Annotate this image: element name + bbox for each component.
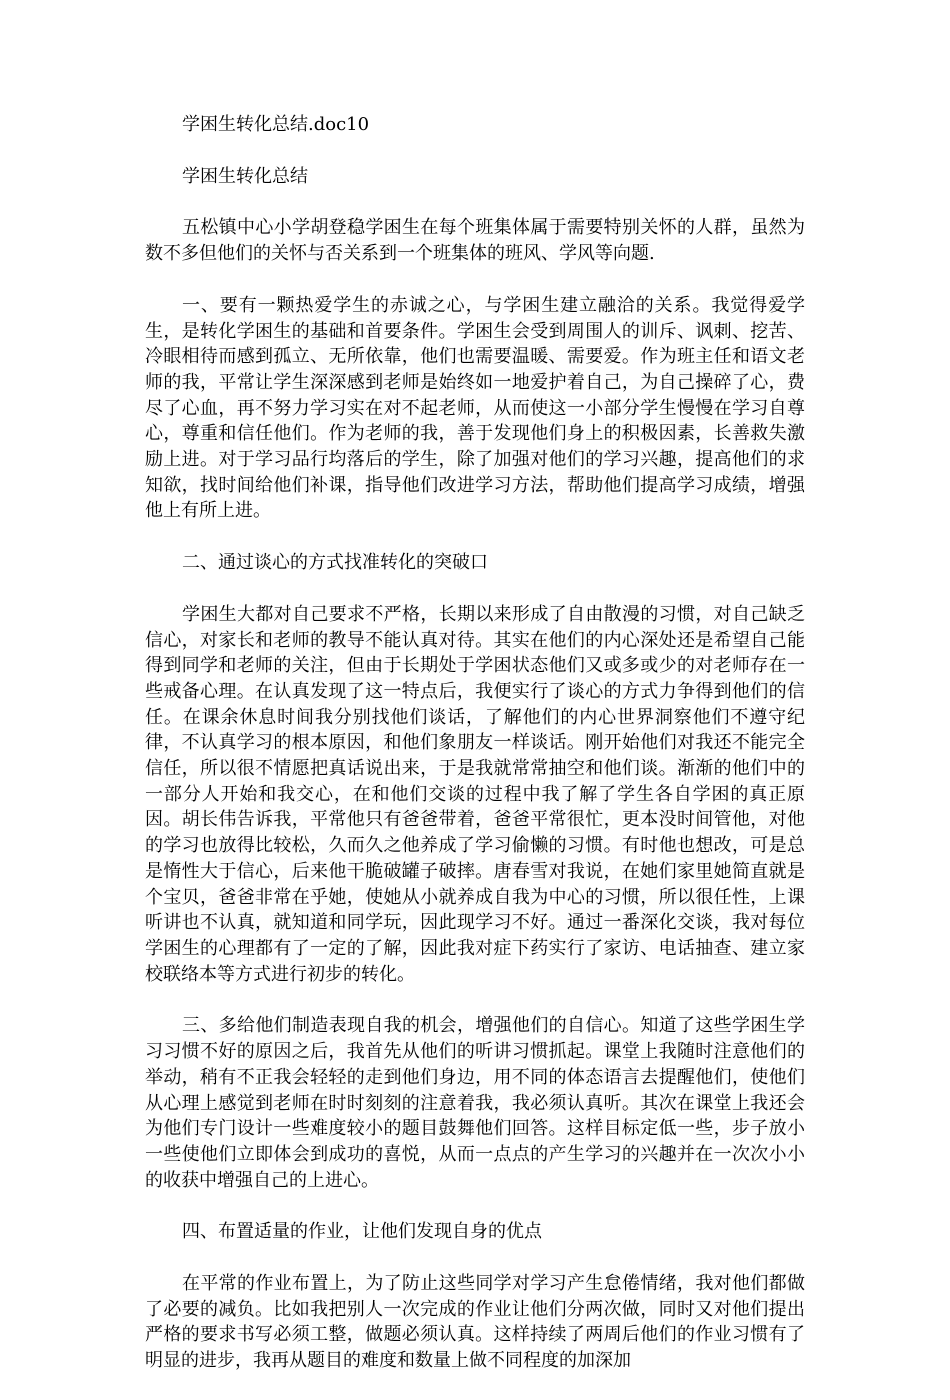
document-filename: 学困生转化总结.doc10 (182, 114, 370, 135)
section-4-paragraph: 在平常的作业布置上，为了防止这些同学对学习产生怠倦情绪，我对他们都做了必要的减负。比如我把别人一次完成的作业让他们分两次做，同时又对他们提出严格的要求书写必须工整，做题必须认真。这样持续了两周后他们的作业习惯有了明显的进步，我再从题目的难度和数量上做不同程度的加深加 (145, 1273, 805, 1372)
section-2-heading: 二、通过谈心的方式找准转化的突破口 (182, 552, 488, 574)
document-body (145, 112, 805, 1400)
section-3-paragraph: 三、多给他们制造表现自我的机会，增强他们的自信心。知道了这些学困生学习习惯不好的原因之后，我首先从他们的听讲习惯抓起。课堂上我随时注意他们的举动，稍有不正我会轻轻的走到他们身边，用不同的体态语言去提醒他们，使他们从心理上感觉到老师在时时刻刻的注意着我，我必须认真听。其次在课堂上我还会为他们专门设计一些难度较小的题目鼓舞他们回答。这样目标定低一些，步子放小一些使他们立即体会到成功的喜悦，从而一点点的产生学习的兴趣并在一次次小小的收获中增强自己的上进心。 (145, 1015, 805, 1191)
section-1-paragraph: 一、要有一颗热爱学生的赤诚之心，与学困生建立融洽的关系。我觉得爱学生，是转化学困生的基础和首要条件。学困生会受到周围人的训斥、讽刺、挖苦、冷眼相待而感到孤立、无所依靠，他们也需要温暖、需要爱。作为班主任和语文老师的我，平常让学生深深感到老师是始终如一地爱护着自己，为自己操碎了心，费尽了心血，再不努力学习实在对不起老师，从而使这一小部分学生慢慢在学习自尊心，尊重和信任他们。作为老师的我，善于发现他们身上的积极因素，长善救失激励上进。对于学习品行均落后的学生，除了加强对他们的学习兴趣，提高他们的求知欲，找时间给他们补课，指导他们改进学习方法，帮助他们提高学习成绩，增强他上有所上进。 (145, 294, 805, 522)
section-4-heading: 四、布置适量的作业，让他们发现自身的优点 (182, 1221, 542, 1243)
document-title: 学困生转化总结 (182, 165, 308, 187)
intro-paragraph: 五松镇中心小学胡登稳学困生在每个班集体属于需要特别关怀的人群，虽然为数不多但他们的关怀与否关系到一个班集体的班风、学风等向题. (145, 217, 805, 265)
section-2-paragraph: 学困生大都对自己要求不严格，长期以来形成了自由散漫的习惯，对自己缺乏信心，对家长和老师的教导不能认真对待。其实在他们的内心深处还是希望自己能得到同学和老师的关注，但由于长期处于学困状态他们又或多或少的对老师存在一些戒备心理。在认真发现了这一特点后，我便实行了谈心的方式力争得到他们的信任。在课余休息时间我分别找他们谈话，了解他们的内心世界洞察他们不遵守纪律，不认真学习的根本原因，和他们象朋友一样谈话。刚开始他们对我还不能完全信任，所以很不情愿把真话说出来，于是我就常常抽空和他们谈。渐渐的他们中的一部分人开始和我交心，在和他们交谈的过程中我了解了学生各自学困的真正原因。胡长伟告诉我，平常他只有爸爸带着，爸爸平常很忙，更本没时间管他，对他的学习也放得比较松，久而久之他养成了学习偷懒的习惯。有时他也想改，可是总是惰性大于信心，后来他干脆破罐子破摔。唐春雪对我说，在她们家里她简直就是个宝贝，爸爸非常在乎她，使她从小就养成自我为中心的习惯，所以很任性，上课听讲也不认真，就知道和同学玩，因此现学习不好。通过一番深化交谈，我对每位学困生的心理都有了一定的了解，因此我对症下药实行了家访、电话抽查、建立家校联络本等方式进行初步的转化。 (145, 603, 805, 985)
